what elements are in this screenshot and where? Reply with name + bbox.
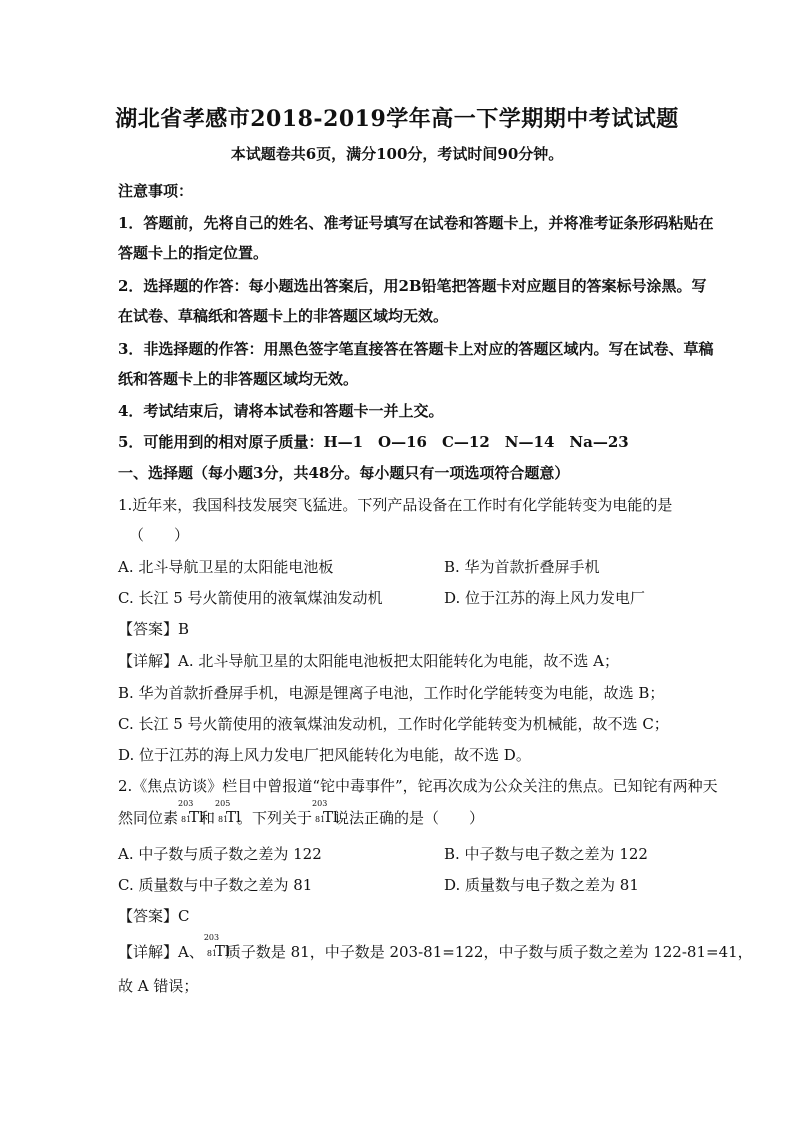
question-1-stem: 1.近年来，我国科技发展突飞猛进。下列产品设备在工作时有化学能转变为电能的是 — [118, 496, 673, 514]
notes-heading: 注意事项： — [118, 182, 194, 200]
question-1-answer: 【答案】B — [118, 620, 190, 638]
question-1-detail-1: 【详解】A. 北斗导航卫星的太阳能电池板把太阳能转化为电能，故不选 A； — [118, 652, 619, 670]
question-1-option-b: B. 华为首款折叠屏手机 — [444, 558, 600, 576]
question-2-answer: 【答案】C — [118, 907, 190, 925]
question-2-option-b: B. 中子数与电子数之差为 122 — [444, 845, 648, 863]
section-heading: 一、选择题（每小题3分，共48分。每小题只有一项选项符合题意） — [118, 464, 570, 482]
atomic-number: 81 — [315, 815, 326, 824]
atomic-number: 81 — [218, 815, 229, 824]
question-2-option-d: D. 质量数与电子数之差为 81 — [444, 876, 639, 894]
page-title: 湖北省孝感市2018-2019学年高一下学期期中考试试题 — [115, 106, 679, 132]
note-1-line-1: 1．答题前，先将自己的姓名、准考证号填写在试卷和答题卡上，并将准考证条形码粘贴在 — [118, 214, 714, 232]
mass-number: 205 — [215, 799, 231, 808]
question-2-detail-1 — [118, 933, 753, 962]
exam-info: 本试题卷共6页，满分100分，考试时间90分钟。 — [230, 145, 564, 163]
question-1-option-a: A. 北斗导航卫星的太阳能电池板 — [118, 558, 334, 576]
element-symbol: Tl — [226, 808, 241, 826]
mass-number: 203 — [312, 799, 328, 808]
isotope-tl-203 — [178, 799, 204, 826]
atomic-number: 81 — [181, 815, 192, 824]
question-1-detail-2: B. 华为首款折叠屏手机，电源是锂离子电池，工作时化学能转变为电能，故选 B； — [118, 684, 665, 702]
question-2-option-a: A. 中子数与质子数之差为 122 — [118, 845, 322, 863]
atomic-number: 81 — [206, 949, 218, 958]
isotope-tl-205 — [215, 799, 241, 826]
question-2-stem-line-2 — [118, 799, 485, 828]
stem-text: 和 — [200, 809, 216, 827]
question-1-option-c: C. 长江 5 号火箭使用的液氧煤油发动机 — [118, 589, 383, 607]
element-symbol: Tl — [214, 942, 230, 960]
note-1-line-2: 答题卡上的指定位置。 — [118, 244, 269, 262]
stem-text: 说法正确的是（ ） — [334, 809, 485, 827]
question-1-option-d: D. 位于江苏的海上风力发电厂 — [444, 589, 646, 607]
detail-text: 质子数是 81，中子数是 203-81=122，中子数与质子数之差为 122-81=41， — [225, 943, 753, 961]
question-1-detail-3: C. 长江 5 号火箭使用的液氧煤油发动机，工作时化学能转变为机械能，故不选 C； — [118, 715, 669, 733]
element-symbol: Tl — [323, 808, 338, 826]
question-2-stem: 2.《焦点访谈》栏目中曾报道“铊中毒事件”，铊再次成为公众关注的焦点。已知铊有两种天 — [118, 777, 718, 795]
question-2-detail-2: 故 A 错误； — [118, 977, 199, 995]
question-1-paren: （ ） — [129, 526, 190, 544]
note-2-line-1: 2．选择题的作答：每小题选出答案后，用2B铅笔把答题卡对应题目的答案标号涂黑。写 — [118, 277, 707, 295]
question-2-option-c: C. 质量数与中子数之差为 81 — [118, 876, 313, 894]
mass-number: 203 — [178, 799, 194, 808]
note-3-line-1: 3．非选择题的作答：用黑色签字笔直接答在答题卡上对应的答题区域内。写在试卷、草稿 — [118, 340, 714, 358]
detail-text: 【详解】A、 — [118, 943, 204, 961]
isotope-tl-203 — [312, 799, 338, 826]
stem-text: 然同位素 — [118, 809, 179, 827]
stem-text: 。下列关于 — [237, 809, 313, 827]
note-3-line-2: 纸和答题卡上的非答题区域均无效。 — [118, 370, 359, 388]
note-4: 4．考试结束后，请将本试卷和答题卡一并上交。 — [118, 402, 444, 420]
note-5: 5．可能用到的相对原子质量：H—1 O—16 C—12 N—14 Na—23 — [118, 433, 629, 451]
isotope-tl-203 — [203, 933, 230, 960]
mass-number: 203 — [203, 933, 220, 942]
note-2-line-2: 在试卷、草稿纸和答题卡上的非答题区域均无效。 — [118, 307, 449, 325]
element-symbol: Tl — [189, 808, 204, 826]
question-1-detail-4: D. 位于江苏的海上风力发电厂把风能转化为电能，故不选 D。 — [118, 746, 531, 764]
